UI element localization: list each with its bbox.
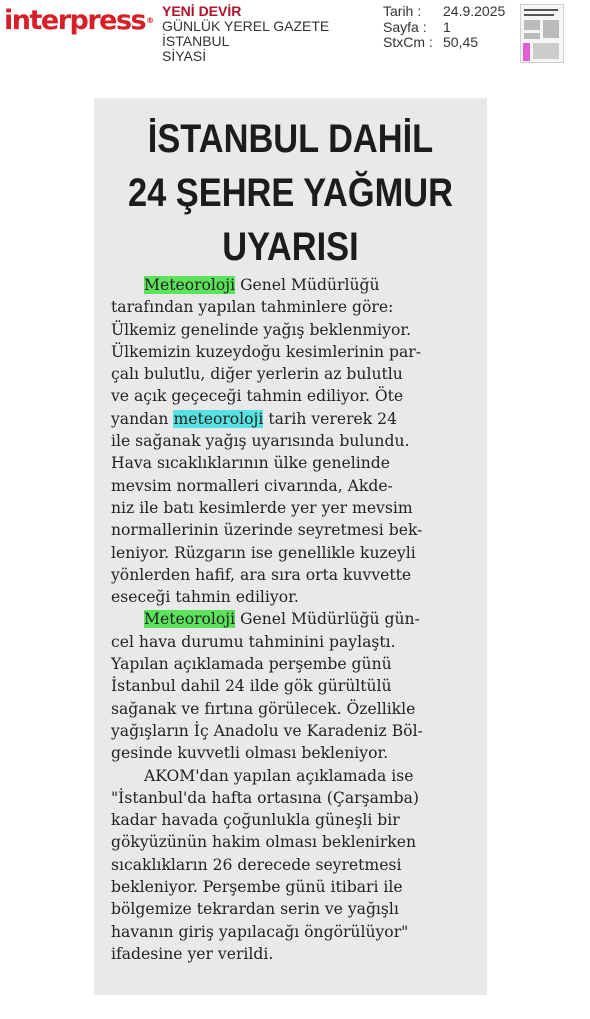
clipping-meta [383, 4, 505, 51]
meta-value: 24.9.2025 [443, 3, 506, 19]
thumb-headline-line [524, 9, 558, 11]
keyword-highlight: meteoroloji [173, 409, 264, 428]
publication-city: İSTANBUL [162, 33, 230, 49]
body-line: mevsim normalleri civarında, Akde- [111, 476, 393, 495]
body-line: cel hava durumu tahminini paylaştı. [111, 632, 396, 651]
meta-label: StxCm : [383, 34, 433, 50]
text-run: tarih vererek 24 [263, 409, 398, 428]
body-line: normallerinin üzerinde seyretmesi bek- [111, 521, 423, 540]
body-line: "İstanbul'da hafta ortasına (Çarşamba) [111, 788, 420, 807]
body-line: çalı bulutlu, diğer yerlerin az bulutlu [111, 365, 403, 384]
headline-line: İSTANBUL DAHİL [147, 117, 434, 161]
thumb-block [524, 33, 540, 39]
thumb-block [543, 20, 559, 38]
body-line [111, 274, 491, 296]
body-line: sıcaklıkların 26 derecede seyretmesi [111, 855, 402, 874]
thumb-block [524, 20, 540, 30]
publication-section: SİYASİ [162, 48, 207, 64]
thumb-article-marker [523, 43, 530, 61]
publication-type: GÜNLÜK YEREL GAZETE [162, 18, 330, 34]
body-line: ifadesine yer verildi. [111, 944, 274, 963]
body-line: yağışların İç Anadolu ve Karadeniz Böl- [111, 721, 423, 740]
article-clipping [94, 98, 487, 995]
headline-line: 24 ŞEHRE YAĞMUR [127, 171, 453, 215]
body-line: ile sağanak yağış uyarısında bulundu. [111, 432, 410, 451]
headline-line: UYARISI [222, 225, 359, 269]
meta-value: 1 [443, 18, 451, 35]
body-line: gökyüzünün hakim olması beklenirken [111, 833, 417, 852]
body-line: bekleniyor. Perşembe günü itibari ile [111, 878, 403, 897]
body-line: niz ile batı kesimlerde yer yer mevsim [111, 498, 413, 517]
body-line: AKOM'dan yapılan açıklamada ise [144, 766, 414, 785]
keyword-highlight: Meteoroloji [144, 276, 236, 294]
page-thumbnail[interactable] [520, 4, 564, 63]
body-line: Yapılan açıklamada perşembe günü [111, 655, 392, 674]
body-line: tarafından yapılan tahminlere göre: [111, 298, 394, 317]
thumb-headline-line [524, 14, 554, 16]
article-body [111, 274, 491, 965]
publication-info [162, 4, 329, 64]
body-line: Ülkemiz genelinde yağış beklenmiyor. [111, 320, 412, 339]
registered-mark: ® [146, 16, 155, 25]
text-run: yandan [111, 409, 174, 428]
body-line: gesinde kuvvetli olması bekleniyor. [111, 744, 389, 763]
body-line: kadar havada çoğunlukla güneşli bir [111, 811, 400, 830]
meta-page [383, 20, 505, 36]
article-headline [122, 112, 460, 274]
logo-text: interpress [4, 5, 146, 36]
body-line [111, 608, 491, 630]
body-line: ve açık geçeceği tahmin ediliyor. Öte [111, 387, 404, 406]
publication-name: YENİ DEVİR [162, 3, 242, 19]
text-run: Genel Müdürlüğü gün- [235, 610, 420, 629]
meta-label: Sayfa : [383, 18, 427, 35]
body-line: Ülkemizin kuzeydoğu kesimlerinin par- [111, 342, 422, 361]
body-line: bölgemize tekrardan serin ve yağışlı [111, 900, 399, 919]
body-line: eseceği tahmin ediliyor. [111, 588, 299, 607]
body-line: leniyor. Rüzgarın ise genellikle kuzeyli [111, 543, 416, 562]
keyword-highlight: Meteoroloji [144, 610, 236, 629]
body-line: İstanbul dahil 24 ilde gök gürültülü [111, 677, 392, 696]
body-line [111, 408, 491, 430]
meta-date [383, 4, 505, 20]
body-line: yönlerden hafif, ara sıra orta kuvvette [111, 565, 412, 584]
meta-label: Tarih : [383, 3, 422, 19]
interpress-logo [4, 6, 154, 36]
text-run: Genel Müdürlüğü [235, 276, 380, 294]
meta-stxcm [383, 35, 505, 51]
body-line: Hava sıcaklıklarının ülke genelinde [111, 454, 390, 473]
thumb-block [533, 43, 559, 59]
meta-value: 50,45 [443, 34, 479, 50]
body-line: sağanak ve fırtına görülecek. Özellikle [111, 699, 416, 718]
body-line: havanın giriş yapılacağı öngörülüyor" [111, 922, 409, 941]
